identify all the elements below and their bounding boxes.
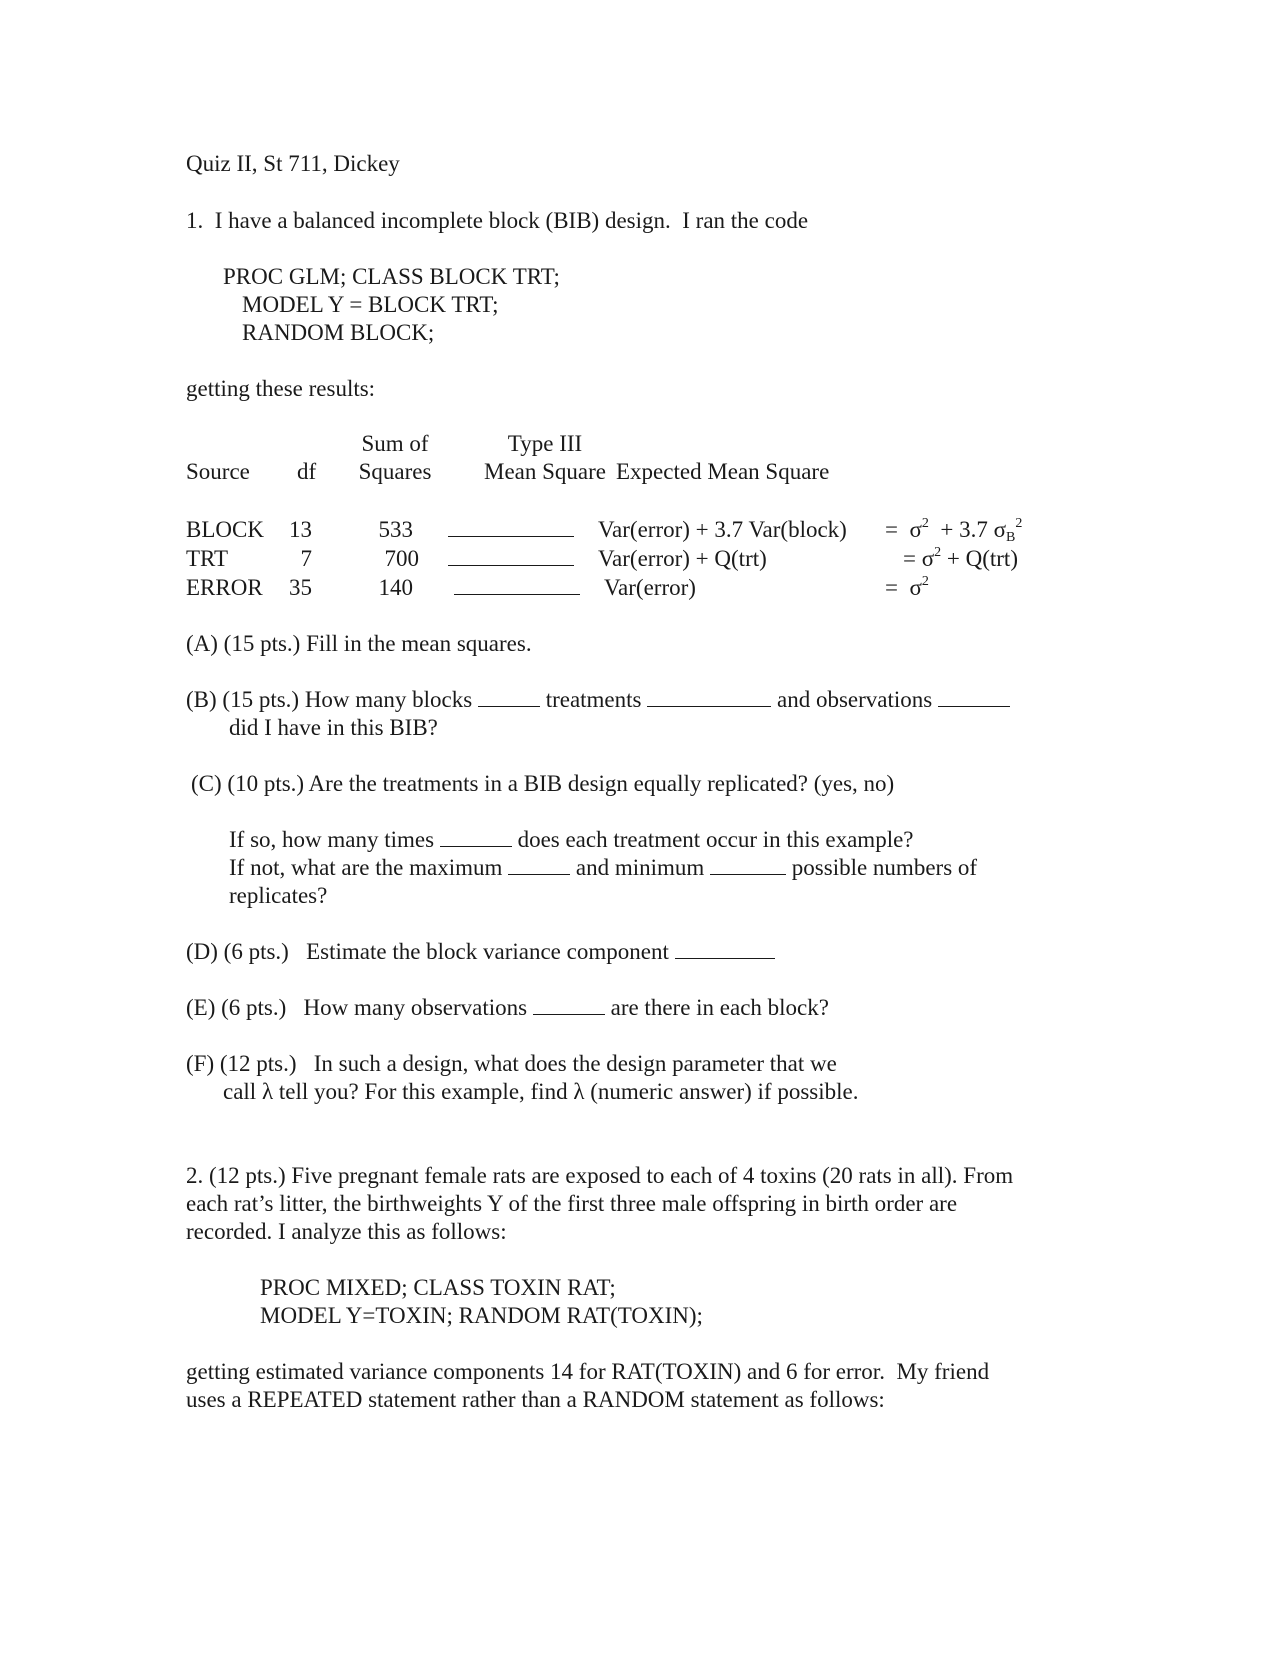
part-c-line-4: replicates? bbox=[229, 883, 328, 908]
q2-after-line-2: uses a REPEATED statement rather than a RANDOM statement as follows: bbox=[186, 1387, 885, 1412]
q2-code-line-1: PROC MIXED; CLASS TOXIN RAT; bbox=[260, 1275, 616, 1300]
q2-after-line-1: getting estimated variance components 14 for RAT(TOXIN) and 6 for error. My friend bbox=[186, 1359, 990, 1384]
part-d: (D) (6 pts.) Estimate the block variance component bbox=[186, 938, 775, 966]
part-c-if-not: If not, what are the maximum and minimum possible numbers of bbox=[229, 855, 978, 880]
q2-line-1: 2. (12 pts.) Five pregnant female rats are exposed to each of 4 toxins (20 rats in all). From bbox=[186, 1163, 1014, 1188]
row-source: TRT bbox=[186, 546, 229, 571]
maximum-blank[interactable] bbox=[508, 854, 570, 875]
part-f-line-2: call λ tell you? For this example, find λ (numeric answer) if possible. bbox=[223, 1079, 859, 1104]
row-ems-verbal: Var(error) + 3.7 Var(block) bbox=[598, 517, 847, 542]
quiz-title: Quiz II, St 711, Dickey bbox=[186, 151, 400, 176]
header-source: Source bbox=[186, 459, 250, 484]
header-ms-top: Type III bbox=[507, 431, 583, 456]
header-ms-bottom: Mean Square bbox=[484, 459, 606, 484]
q2-code-line-2: MODEL Y=TOXIN; RANDOM RAT(TOXIN); bbox=[260, 1303, 703, 1328]
q1-results-intro: getting these results: bbox=[186, 376, 376, 401]
block-variance-blank[interactable] bbox=[675, 938, 775, 959]
minimum-blank[interactable] bbox=[710, 854, 786, 875]
q1-code-line-3: RANDOM BLOCK; bbox=[242, 320, 435, 345]
blocks-blank[interactable] bbox=[478, 686, 540, 707]
row-ss: 700 bbox=[384, 546, 419, 571]
ms-answer-blank[interactable] bbox=[454, 574, 580, 602]
replicates-blank[interactable] bbox=[440, 826, 512, 847]
row-ss: 533 bbox=[378, 517, 413, 542]
row-ems-verbal: Var(error) bbox=[604, 575, 696, 600]
part-b: (B) (15 pts.) How many blocks treatments and observations bbox=[186, 686, 1010, 714]
part-b-line-2: did I have in this BIB? bbox=[229, 715, 438, 740]
part-c: (C) (10 pts.) Are the treatments in a BIB design equally replicated? (yes, no) bbox=[191, 771, 895, 796]
treatments-blank[interactable] bbox=[647, 686, 771, 707]
observations-per-block-blank[interactable] bbox=[533, 994, 605, 1015]
observations-blank[interactable] bbox=[938, 686, 1010, 707]
q1-intro: 1. I have a balanced incomplete block (BIB) design. I ran the code bbox=[186, 208, 809, 233]
row-ems-verbal: Var(error) + Q(trt) bbox=[598, 546, 767, 571]
row-df: 35 bbox=[289, 575, 312, 600]
q1-code-line-1: PROC GLM; CLASS BLOCK TRT; bbox=[223, 264, 560, 289]
part-a: (A) (15 pts.) Fill in the mean squares. bbox=[186, 631, 532, 656]
row-source: BLOCK bbox=[186, 517, 264, 542]
ms-answer-blank[interactable] bbox=[448, 516, 574, 544]
row-ems-formula: = $\sigma^2 + Q(trt)$ bbox=[903, 545, 1018, 571]
ms-answer-blank[interactable] bbox=[448, 545, 574, 573]
header-ss-top: Sum of bbox=[361, 431, 429, 456]
part-c-if-so: If so, how many times does each treatment occur in this example? bbox=[229, 827, 914, 852]
row-df: 7 bbox=[300, 546, 312, 571]
header-df: df bbox=[297, 459, 317, 484]
q2-line-2: each rat’s litter, the birthweights Y of the first three male offspring in birth order are bbox=[186, 1191, 958, 1216]
row-ems-formula: = $\sigma^2 + 3.7$ $\sigma_B^2$ bbox=[885, 516, 1023, 545]
row-ss: 140 bbox=[378, 575, 413, 600]
row-source: ERROR bbox=[186, 575, 263, 600]
header-ems: Expected Mean Square bbox=[616, 459, 830, 484]
row-ems-formula: = $\sigma^2$ bbox=[885, 574, 929, 600]
q1-code-line-2: MODEL Y = BLOCK TRT; bbox=[242, 292, 499, 317]
row-df: 13 bbox=[289, 517, 312, 542]
part-f-line-1: (F) (12 pts.) In such a design, what does the design parameter that we bbox=[186, 1051, 837, 1076]
header-ss-bottom: Squares bbox=[358, 459, 432, 484]
q2-line-3: recorded. I analyze this as follows: bbox=[186, 1219, 507, 1244]
part-e: (E) (6 pts.) How many observations are there in each block? bbox=[186, 995, 829, 1020]
